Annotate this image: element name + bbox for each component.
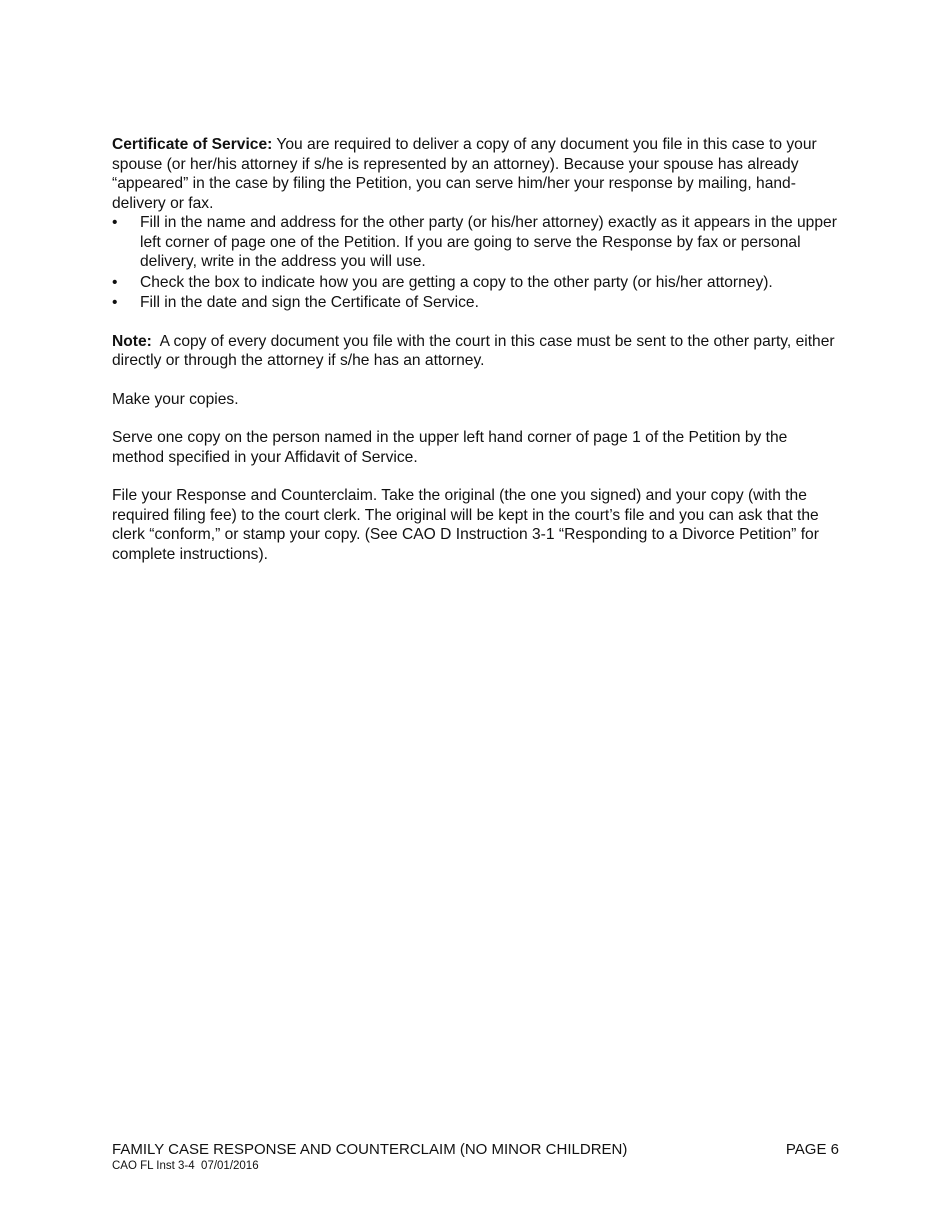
list-item bbox=[112, 213, 842, 272]
certificate-of-service-text: You are required to deliver a copy of any document you file in this case to your spouse (or her/his attorney if s/he is represented by an attorney). Because your spouse has already “appeared” in the case by filing the Petition, you can serve him/her your response by mailing, hand-delivery or fax. bbox=[112, 136, 817, 212]
page-footer bbox=[112, 1140, 839, 1173]
list-item-text: Fill in the date and sign the Certificate of Service. bbox=[140, 294, 479, 311]
footer-row bbox=[112, 1140, 839, 1159]
serve-paragraph: Serve one copy on the person named in the upper left hand corner of page 1 of the Petition by the method specified in your Affidavit of Service. bbox=[112, 429, 788, 466]
note-text: A copy of every document you file with the court in this case must be sent to the other party, either directly or through the attorney if s/he has an attorney. bbox=[112, 332, 839, 369]
certificate-of-service-paragraph bbox=[112, 135, 842, 213]
bullet-icon: • bbox=[112, 214, 118, 231]
list-item bbox=[112, 273, 842, 293]
list-item bbox=[112, 293, 842, 313]
instruction-list bbox=[112, 213, 842, 313]
list-item-text: Fill in the name and address for the other party (or his/her attorney) exactly as it appears in the upper left corner of page one of the Petition. If you are going to serve the Response by fax or personal delivery, write in the address you will use. bbox=[140, 214, 837, 270]
note-heading: Note: bbox=[112, 332, 152, 350]
certificate-of-service-heading: Certificate of Service: bbox=[112, 136, 273, 153]
bullet-icon: • bbox=[112, 273, 118, 291]
file-paragraph: File your Response and Counterclaim. Take the original (the one you signed) and your copy (with the required filing fee) to the court clerk. The original will be kept in the court’s file and you can ask that the clerk “conform,” or stamp your copy. (See CAO D Instruction 3-1 “Responding to a Divorce Petition” for complete instructions). bbox=[112, 487, 819, 563]
page-number: PAGE 6 bbox=[785, 1141, 839, 1158]
bullet-icon: • bbox=[112, 294, 118, 311]
note-paragraph bbox=[112, 332, 842, 371]
list-item-text: Check the box to indicate how you are getting a copy to the other party (or his/her attorney). bbox=[140, 273, 773, 291]
copies-paragraph: Make your copies. bbox=[112, 390, 239, 408]
page-content bbox=[112, 135, 842, 583]
form-identifier: CAO FL Inst 3-4 07/01/2016 bbox=[112, 1160, 259, 1172]
footer-title: FAMILY CASE RESPONSE AND COUNTERCLAIM (NO MINOR CHILDREN) bbox=[112, 1141, 628, 1158]
